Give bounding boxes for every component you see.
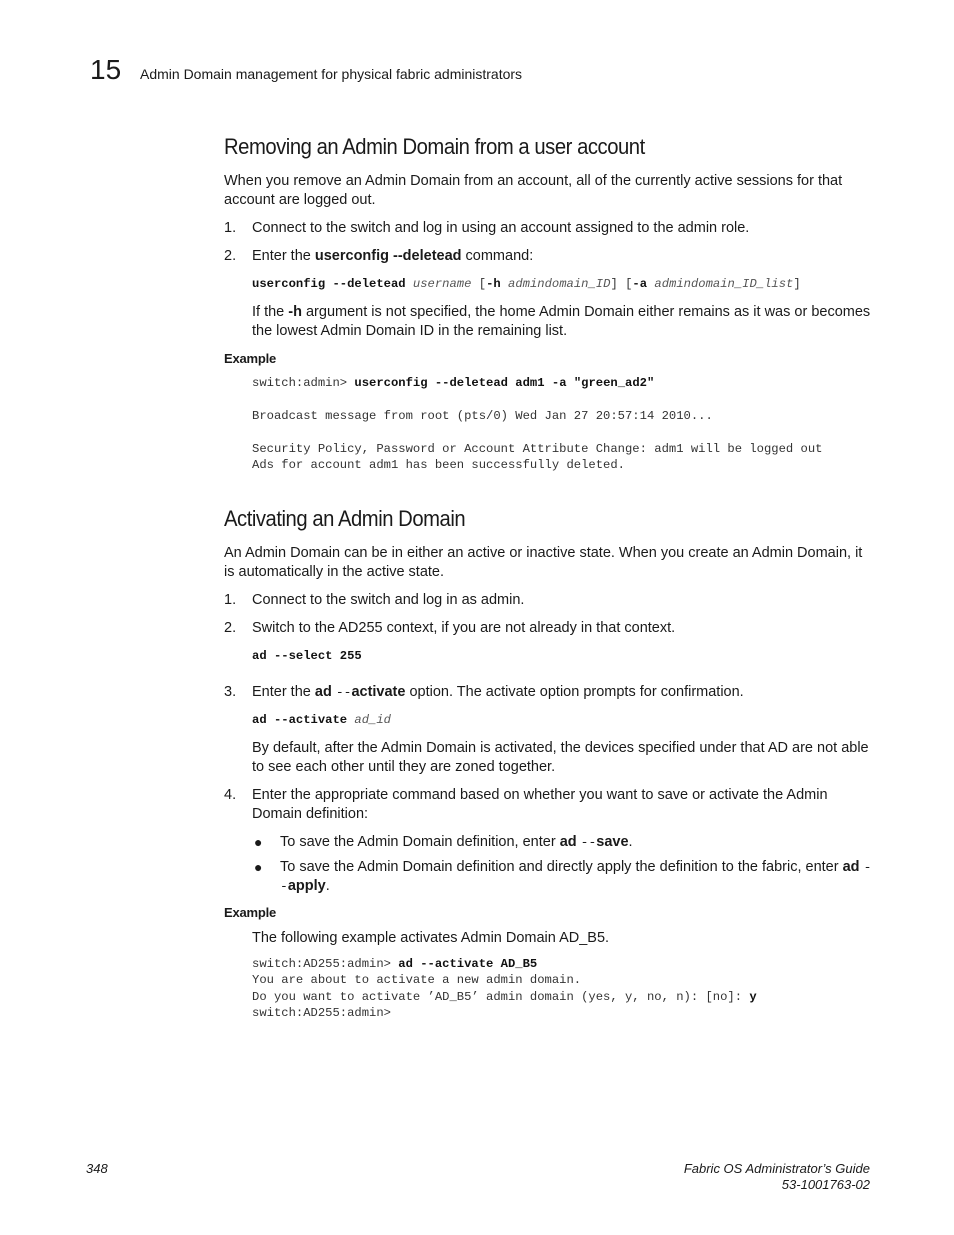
step-number: 3. bbox=[224, 684, 237, 700]
footer-doc-info bbox=[684, 1161, 870, 1193]
bullet-item-save bbox=[252, 833, 874, 852]
example-label: Example bbox=[224, 904, 277, 920]
step-number: 1. bbox=[224, 591, 237, 608]
step-number: 4. bbox=[224, 786, 237, 803]
syntax-command: userconfig --deletead bbox=[252, 277, 406, 291]
page-content bbox=[224, 132, 874, 1022]
inline-command: activate bbox=[351, 684, 406, 700]
syntax-bracket: ] bbox=[793, 277, 801, 291]
bullet-item-apply bbox=[252, 858, 874, 896]
code-answer: y bbox=[749, 989, 757, 1004]
code-line: You are about to activate a new admin domain. bbox=[252, 973, 582, 987]
code-line: Broadcast message from root (pts/0) Wed Jan 27 20:57:14 2010... bbox=[252, 408, 713, 423]
step-text-prefix: Enter the bbox=[252, 684, 315, 700]
running-header-title: Admin Domain management for physical fabric administrators bbox=[140, 66, 523, 82]
step-number: 1. bbox=[224, 220, 237, 236]
code-command: ad --activate AD_B5 bbox=[398, 956, 538, 971]
step-text-suffix: option. The activate option prompts for confirmation. bbox=[405, 684, 744, 700]
code-line bbox=[252, 989, 874, 1006]
section2-step-4 bbox=[224, 786, 874, 824]
chapter-number: 15 bbox=[90, 54, 122, 85]
footer-doc-title: Fabric OS Administrator’s Guide bbox=[683, 1161, 870, 1176]
bullet-text: To save the Admin Domain definition and directly apply the definition to the fabric, enter bbox=[280, 858, 843, 875]
section1-intro: When you remove an Admin Domain from an account, all of the currently active sessions for that account are logged out. bbox=[224, 173, 843, 208]
section-title-activating-admin-domain: Activating an Admin Domain bbox=[224, 505, 466, 531]
step-number: 2. bbox=[224, 248, 237, 264]
inline-command: apply bbox=[287, 877, 326, 894]
step-text-prefix: Enter the bbox=[252, 248, 315, 264]
syntax-bracket: ] [ bbox=[610, 277, 633, 291]
inline-command-dash: -- bbox=[580, 834, 597, 850]
syntax-arg-username: username bbox=[412, 277, 472, 291]
code-line: Ads for account adm1 has been successfully deleted. bbox=[252, 458, 625, 472]
code-arg: ad_id bbox=[354, 713, 391, 727]
bullet-list bbox=[252, 833, 874, 896]
bullet-text: . bbox=[628, 833, 633, 850]
syntax-flag-h: -h bbox=[486, 277, 501, 291]
syntax-note bbox=[252, 303, 874, 341]
section-title-removing-admin-domain: Removing an Admin Domain from a user account bbox=[224, 134, 645, 159]
syntax-flag-a: -a bbox=[632, 277, 648, 291]
inline-command: userconfig --deletead bbox=[314, 248, 462, 264]
section2-step-1 bbox=[224, 591, 874, 610]
section2-step-2 bbox=[224, 619, 874, 638]
note-flag: -h bbox=[288, 303, 302, 320]
step-text: Switch to the AD255 context, if you are not already in that context. bbox=[252, 619, 676, 636]
syntax-arg-admindomain-id: admindomain_ID bbox=[508, 277, 611, 291]
bullet-text: To save the Admin Domain definition, enter bbox=[280, 833, 560, 850]
step-text: Enter the appropriate command based on whether you want to save or activate the Admin Domain definition: bbox=[252, 786, 828, 822]
section2-intro: An Admin Domain can be in either an active or inactive state. When you create an Admin Domain, it is automatically in the active state. bbox=[224, 544, 863, 580]
inline-command: save bbox=[596, 833, 629, 850]
step-text: Connect to the switch and log in as admin. bbox=[252, 591, 525, 608]
code-prompt: switch:AD255:admin> bbox=[252, 956, 399, 971]
inline-command: ad bbox=[842, 858, 860, 875]
code-line bbox=[252, 956, 874, 973]
syntax-arg-admindomain-id-list: admindomain_ID_list bbox=[654, 277, 794, 291]
code-line: Security Policy, Password or Account Attribute Change: adm1 will be logged out bbox=[252, 441, 823, 456]
step-number: 2. bbox=[224, 619, 237, 636]
code-line bbox=[252, 375, 874, 392]
code-line: switch:AD255:admin> bbox=[252, 1006, 391, 1020]
step-text-suffix: command: bbox=[461, 248, 534, 264]
inline-command: ad bbox=[314, 684, 336, 700]
step3-note: By default, after the Admin Domain is activated, the devices specified under that AD are not able to see each other until they are zoned together. bbox=[252, 739, 869, 775]
inline-command: ad bbox=[559, 833, 581, 850]
note-suffix: argument is not specified, the home Admin Domain either remains as it was or becomes the lowest Admin Domain ID in the remaining list. bbox=[252, 303, 871, 339]
bullet-text: . bbox=[325, 877, 330, 894]
section1-step-2 bbox=[224, 247, 874, 266]
footer-doc-number: 53-1001763-02 bbox=[781, 1177, 870, 1192]
note-prefix: If the bbox=[252, 303, 289, 320]
bullet-icon: ● bbox=[254, 858, 263, 875]
example-label: Example bbox=[224, 350, 277, 366]
syntax-line bbox=[252, 276, 874, 293]
footer-page-number: 348 bbox=[86, 1161, 108, 1176]
example-intro: The following example activates Admin Domain AD_B5. bbox=[252, 929, 610, 946]
inline-command-dash: -- bbox=[335, 685, 352, 700]
example-code-block bbox=[252, 956, 874, 1022]
code-prompt: switch:admin> bbox=[252, 375, 355, 390]
code-command: ad --activate bbox=[252, 713, 348, 727]
code-activate-syntax bbox=[252, 712, 874, 729]
code-command: userconfig --deletead adm1 -a "green_ad2" bbox=[354, 375, 655, 390]
section2-step-3 bbox=[224, 683, 874, 702]
section1-step-1 bbox=[224, 219, 874, 238]
code-command: ad --select 255 bbox=[252, 648, 362, 663]
example-code-block bbox=[252, 375, 874, 474]
syntax-bracket: [ bbox=[471, 277, 487, 291]
bullet-icon: ● bbox=[254, 833, 263, 850]
step-text: Connect to the switch and log in using an account assigned to the admin role. bbox=[252, 220, 750, 236]
code-select-ad bbox=[252, 648, 874, 665]
code-text: Do you want to activate ’AD_B5’ admin domain (yes, y, no, n): [no]: bbox=[252, 989, 750, 1004]
inline-command-dash: -- bbox=[280, 859, 872, 894]
